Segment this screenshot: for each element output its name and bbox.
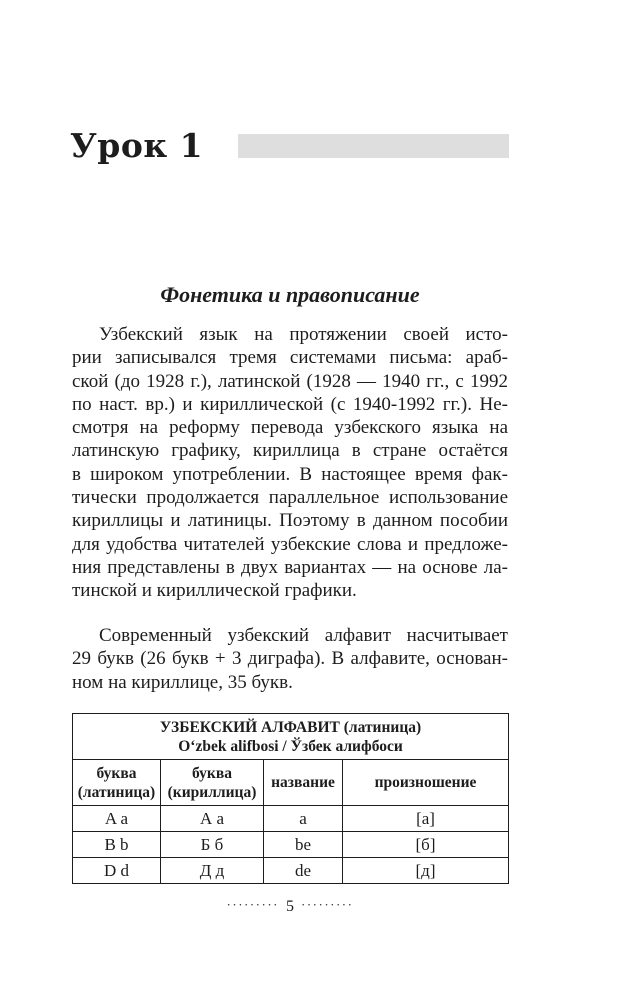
alphabet-cell-r3-c2: Д д <box>161 858 264 884</box>
alphabet-cell-r1-c3: a <box>264 806 343 832</box>
alphabet-cell-r2-c1: B b <box>73 832 161 858</box>
paragraph-1-line-7: в широком употреблении. В настоящее время фак- <box>72 463 508 485</box>
column-header-2: буква (кириллица) <box>161 760 264 806</box>
paragraph-1-line-3: ской (до 1928 г.), латинской (1928 — 1940 гг., с 1992 <box>72 370 508 392</box>
paragraph-2 <box>72 624 508 694</box>
column-header-4: произношение <box>343 760 509 806</box>
paragraph-1-line-10: для удобства читателей узбекские слова и предложе- <box>72 533 508 555</box>
table-title-cell <box>73 714 509 760</box>
paragraph-1-line-4: по наст. вр.) и кириллической (с 1940-1992 гг.). Не- <box>72 393 508 415</box>
alphabet-row-1 <box>73 806 509 832</box>
table-title-line-2: O‘zbek alifbosi / Ўзбек алифбоси <box>178 737 403 755</box>
table-title-line-1: УЗБЕКСКИЙ АЛФАВИТ (латиница) <box>159 718 422 736</box>
alphabet-row-3 <box>73 858 509 884</box>
paragraph-1 <box>72 323 508 603</box>
alphabet-row-2 <box>73 832 509 858</box>
header-decorative-bar <box>238 134 509 158</box>
section-title: Фонетика и правописание <box>160 282 420 307</box>
page-footer <box>72 897 508 917</box>
alphabet-cell-r3-c3: de <box>264 858 343 884</box>
alphabet-cell-r1-c4: [а] <box>343 806 509 832</box>
paragraph-1-line-5: смотря на реформу перевода узбекского языка на <box>72 417 508 439</box>
paragraph-1-line-6: латинскую графику, кириллица в стране остаётся <box>72 440 508 462</box>
paragraph-1-line-11: ния представлены в двух вариантах — на основе ла- <box>72 556 508 578</box>
paragraph-2-line-1: Современный узбекский алфавит насчитывает <box>99 625 508 646</box>
paragraph-1-line-9: кириллицы и латиницы. Поэтому в данном пособии <box>72 510 508 532</box>
footer-dots-right: ········· <box>301 897 354 912</box>
lesson-heading: Урок 1 <box>70 126 204 165</box>
alphabet-cell-r2-c4: [б] <box>343 832 509 858</box>
column-header-1: буква (латиница) <box>73 760 161 806</box>
paragraph-1-line-1: Узбекский язык на протяжении своей исто- <box>99 324 508 345</box>
alphabet-table-header-row <box>73 760 509 806</box>
alphabet-table <box>72 713 509 884</box>
paragraph-2-line-3: ном на кириллице, 35 букв. <box>72 671 293 693</box>
table-title-row <box>73 714 509 760</box>
alphabet-cell-r2-c3: be <box>264 832 343 858</box>
paragraph-1-line-8: тически продолжается параллельное использование <box>72 487 508 509</box>
alphabet-table-body <box>73 806 509 884</box>
column-header-3: название <box>264 760 343 806</box>
alphabet-cell-r2-c2: Б б <box>161 832 264 858</box>
page-number: 5 <box>286 898 294 915</box>
alphabet-cell-r3-c4: [д] <box>343 858 509 884</box>
footer-dots-left: ········· <box>226 897 279 912</box>
paragraph-2-line-2: 29 букв (26 букв + 3 диграфа). В алфавите, основан- <box>72 648 508 670</box>
paragraph-1-line-2: рии записывался тремя системами письма: араб- <box>72 347 508 369</box>
alphabet-cell-r3-c1: D d <box>73 858 161 884</box>
paragraph-1-line-12: тинской и кириллической графики. <box>72 580 357 602</box>
alphabet-cell-r1-c2: А а <box>161 806 264 832</box>
alphabet-cell-r1-c1: A a <box>73 806 161 832</box>
